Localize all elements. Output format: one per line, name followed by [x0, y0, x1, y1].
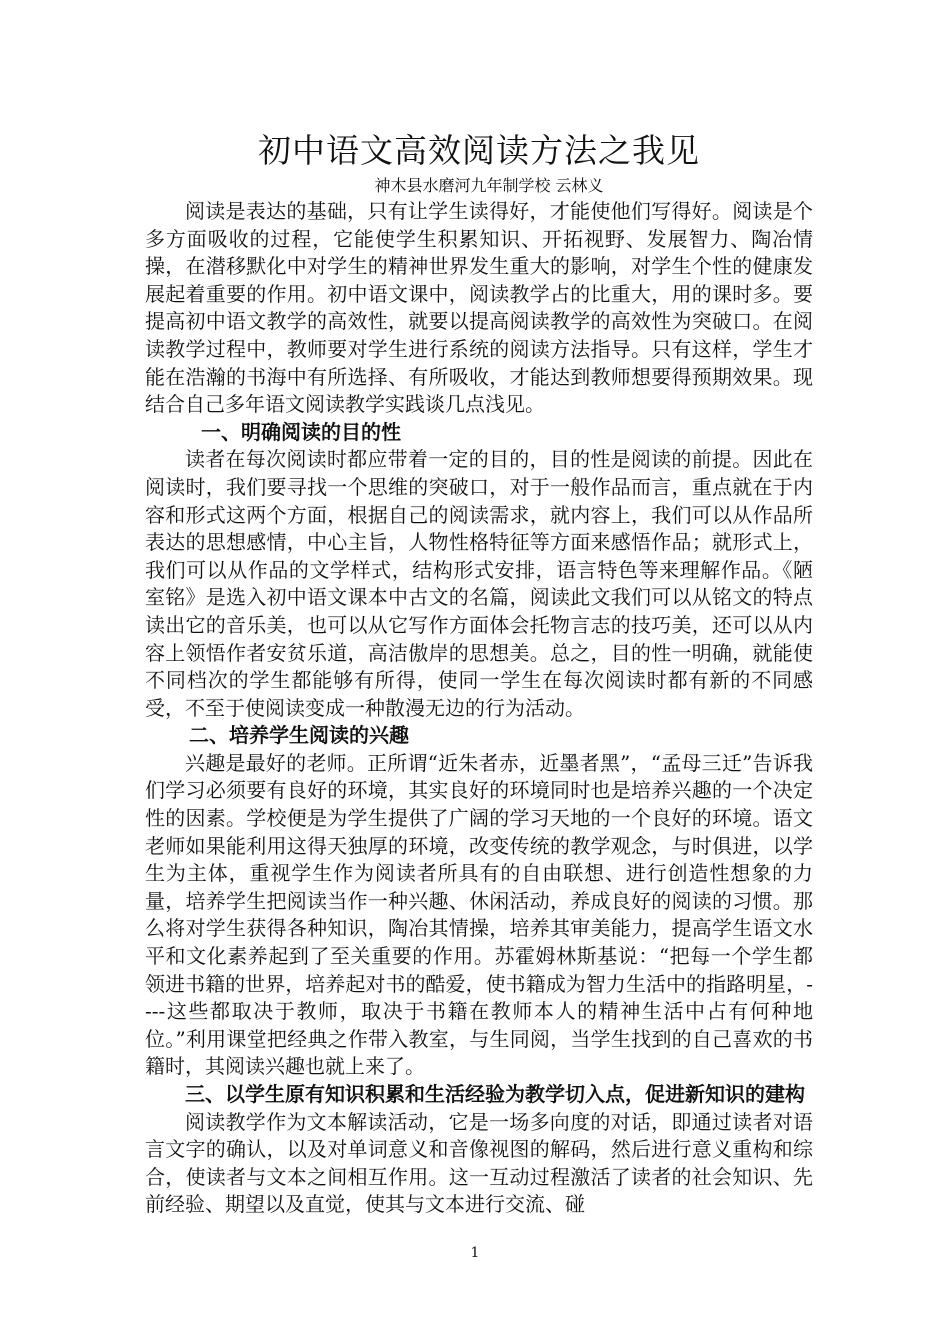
intro-paragraph: 阅读是表达的基础，只有让学生读得好，才能使他们写得好。阅读是个多方面吸收的过程，它能使学生积累知识、开拓视野、发展智力、陶冶情操，在潜移默化中对学生的精神世界发生重大的影响，对学生个性的健康发展起着重要的作用。初中语文课中，阅读教学占的比重大，用的课时多。要提高初中语文教学的高效性，就要以提高阅读教学的高效性为突破口。在阅读教学过程中，教师要对学生进行系统的阅读方法指导。只有这样，学生才能在浩瀚的书海中有所选择、有所吸收，才能达到教师想要得预期效果。现结合自己多年语文阅读教学实践谈几点浅见。	[145, 199, 813, 417]
section-heading-3: 三、以学生原有知识积累和生活经验为教学切入点，促进新知识的建构	[185, 1082, 805, 1106]
document-title: 初中语文高效阅读方法之我见	[258, 131, 700, 170]
section-body-1: 读者在每次阅读时都应带着一定的目的，目的性是阅读的前提。因此在阅读时，我们要寻找一个思维的突破口，对于一般作品而言，重点就在于内容和形式这两个方面，根据自己的阅读需求，就内容上，我们可以从作品所表达的思想感情，中心主旨，人物性格特征等方面来感悟作品；就形式上，我们可以从作品的文学样式，结构形式安排，语言特色等来理解作品。《陋室铭》是选入初中语文课本中古文的名篇，阅读此文我们可以从铭文的特点读出它的音乐美，也可以从它写作方面体会托物言志的技巧美，还可以从内容上领悟作者安贫乐道，高洁傲岸的思想美。总之，目的性一明确，就能使不同档次的学生都能够有所得，使同一学生在每次阅读时都有新的不同感受，不至于使阅读变成一种散漫无边的行为活动。	[145, 447, 813, 720]
section-body-3: 阅读教学作为文本解读活动，它是一场多向度的对话，即通过读者对语言文字的确认，以及对单词意义和音像视图的解码，然后进行意义重构和综合，使读者与文本之间相互作用。这一互动过程激活了读者的社会知识、先前经验、期望以及直觉，使其与文本进行交流、碰	[145, 1109, 813, 1217]
author-line: 神木县水磨河九年制学校 云林义	[374, 176, 604, 195]
page-number: 1	[470, 1245, 480, 1261]
section-heading-1: 一、明确阅读的目的性	[201, 419, 401, 444]
section-body-2: 兴趣是最好的老师。正所谓“近朱者赤，近墨者黑”，“孟母三迁”告诉我们学习必须要有良好的环境，其实良好的环境同时也是培养兴趣的一个决定性的因素。学校便是为学生提供了广阔的学习天地的一个良好的环境。语文老师如果能利用这得天独厚的环境，改变传统的教学观念，与时俱进，以学生为主体，重视学生作为阅读者所具有的自由联想、进行创造性想象的力量，培养学生把阅读当作一种兴趣、休闲活动，养成良好的阅读的习惯。那么将对学生获得各种知识，陶冶其情操，培养其审美能力，提高学生语文水平和文化素养起到了至关重要的作用。苏霍姆林斯基说：“把每一个学生都领进书籍的世界，培养起对书的酷爱，使书籍成为智力生活中的指路明星，----这些都取决于教师，取决于书籍在教师本人的精神生活中占有何种地位。”利用课堂把经典之作带入教室，与生同阅，当学生找到的自己喜欢的书籍时，其阅读兴趣也就上来了。	[145, 750, 813, 1079]
document-body	[145, 128, 813, 1219]
section-heading-2: 二、培养学生阅读的兴趣	[189, 723, 409, 748]
